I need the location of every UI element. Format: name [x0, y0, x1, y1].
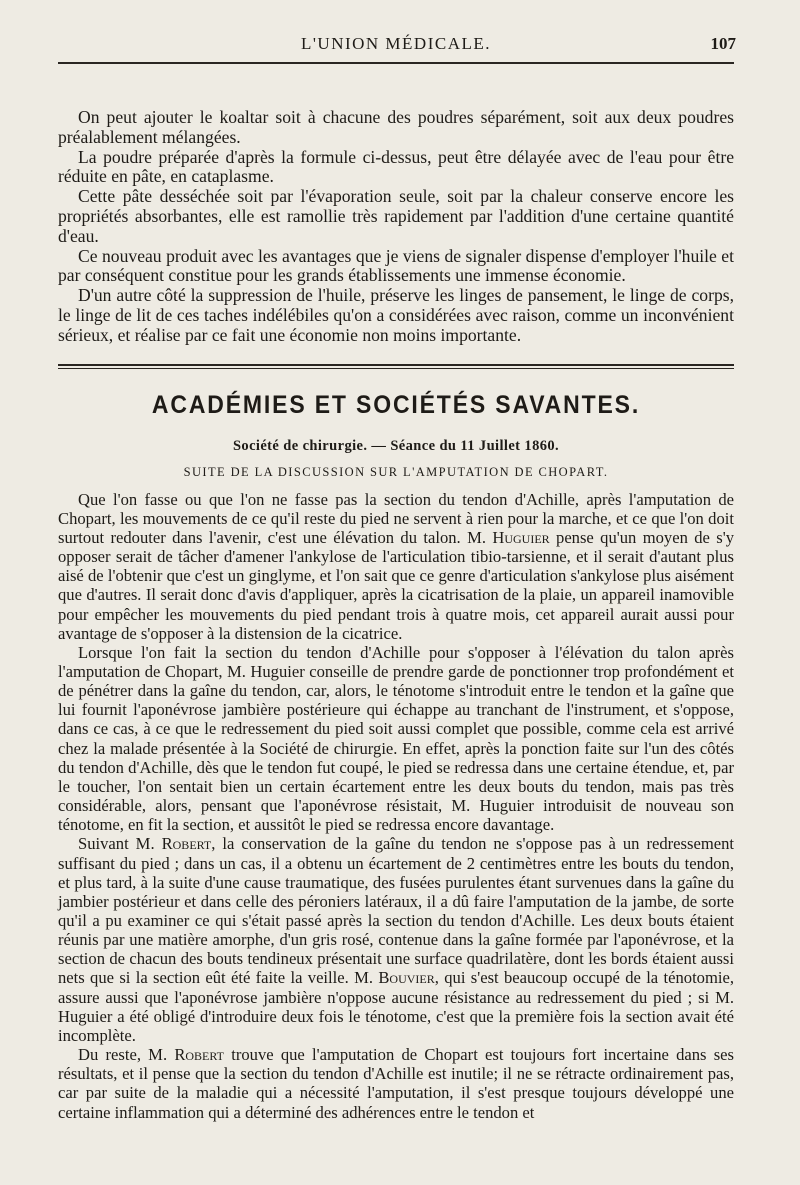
text-run: , la conservation de la gaîne du tendon ne s'oppose pas à un redressement suffisant du pied ; dans un cas, il a obtenu un écartement de 2 centimètres entre les bouts du tendon, et plus tard, à la suite d'une cause traumatique, des fusées purulentes étant survenues dans la gaîne du jambier postérieur et dans celle des péroniers latéraux, il a dû faire l'amputation de la jambe, de sorte qu'il a pu examiner ce qui s'était passé après la section du tendon d'Achille. Les deux bouts étaient réunis par une matière amorphe, d'un gris rosé, contenue dans la gaîne formée par l'aponévrose, et la section de chacun des bouts tendineux présentait une surface quadrilatère, dont les bords étaient aussi nets que si la section eût été faite la veille. M. — [58, 834, 735, 988]
paragraph — [58, 834, 734, 1045]
person-name: Huguier — [492, 527, 550, 547]
paragraph: La poudre préparée d'après la formule ci-dessus, peut être délayée avec de l'eau pour être réduite en pâte, en cataplasme. — [58, 146, 734, 187]
text-run: Suivant M. — [78, 834, 162, 854]
text-run: trouve que l'amputation de Chopart est toujours fort incertaine dans ses résultats, et il pense que la section du tendon d'Achille est inutile; il ne se rétracte ordinairement pas, car par suite de la maladie qui a nécessité l'amputation, il s'est presque toujours développé une certaine inflammation qui a déterminé des adhérences entre le tendon et — [58, 1045, 734, 1122]
paragraph: Lorsque l'on fait la section du tendon d'Achille pour s'opposer à l'élévation du talon après l'amputation de Chopart, M. Huguier conseille de prendre garde de ponctionner trop profondément et de pénétrer dans la gaîne du tendon, car, alors, le ténotome s'introduit entre le tendon et la gaîne que lui fournit l'aponévrose jambière postérieure qui échappe au tranchant de l'instrument, et s'oppose, dans ce cas, à ce que le redressement du pied soit aussi complet que possible, comme cela est arrivé chez la malade présentée à la Société de chirurgie. En effet, après la ponction faite sur l'un des côtés du tendon d'Achille, dès que le tendon fut coupé, le pied se redressa dans une certaine étendue, et, par le toucher, l'on sentait bien un certain écartement entre les deux bouts du tendon, mais pas très considérable, alors, pensant que l'aponévrose résistait, M. Huguier introduisit de nouveau son ténotome, en fit la section, et aussitôt le pied se redressa encore davantage. — [58, 642, 734, 835]
page-number: 107 — [710, 34, 736, 53]
running-head: L'UNION MÉDICALE. — [300, 34, 492, 53]
page-header — [58, 28, 734, 64]
discussion-subtitle: SUITE DE LA DISCUSSION SUR L'AMPUTATION DE CHOPART. — [183, 464, 609, 479]
text-run: Que l'on fasse ou que l'on ne fasse pas la section du tendon d'Achille, après l'amputation de Chopart, les mouvements de ce qu'il reste du pied ne servent à rien pour la marche, et ce que l'on doit surtout redouter dans l'avenir, c'est une élévation du talon. M. — [58, 489, 734, 547]
person-name: Bouvier — [378, 968, 435, 988]
discussion-body — [58, 490, 734, 1122]
paragraph — [58, 1045, 734, 1122]
society-session-line: Société de chirurgie. — Séance du 11 Juillet 1860. — [232, 437, 560, 454]
paragraph: D'un autre côté la suppression de l'huile, préserve les linges de pansement, le linge de corps, le linge de lit de ces taches indélébiles qu'on a considérées avec raison, comme un inconvénient sérieux, et réalise par ce fait une économie non moins importante. — [58, 285, 734, 345]
article-continuation — [58, 108, 734, 346]
text-run: Du reste, M. — [78, 1045, 175, 1065]
person-name: Robert — [174, 1045, 224, 1065]
section-title: ACADÉMIES ET SOCIÉTÉS SAVANTES. — [151, 390, 641, 419]
paragraph: On peut ajouter le koaltar soit à chacune des poudres séparément, soit aux deux poudres préalablement mélangées. — [58, 107, 734, 147]
section-divider — [58, 364, 734, 369]
paragraph: Ce nouveau produit avec les avantages que je viens de signaler dispense d'employer l'huile et par conséquent constitue pour les grands établissements une immense économie. — [58, 245, 734, 286]
person-name: Robert — [161, 834, 212, 854]
text-run: , qui s'est beaucoup occupé de la ténotomie, assure aussi que l'aponévrose jambière n'oppose aucune résistance au redressement du pied ; si M. Huguier a été obligé d'introduire deux fois le ténotome, c'est que la première fois la section avait été incomplète. — [58, 968, 735, 1045]
text-run: pense qu'un moyen de s'y opposer serait de tâcher d'amener l'ankylose de l'articulation tibio-tarsienne, et il serait d'autant plus aisé de l'obtenir que c'est un ginglyme, et l'on sait que ce genre d'articulation s'ankylose plus aisément que d'autres. Il serait donc d'avis d'appliquer, après la cicatrisation de la plaie, un appareil inamovible pour empêcher les mouvements du pied pendant trois à quatre mois, cet appareil aurait aussi pour avantage de s'opposer à la distension de la cicatrice. — [58, 527, 734, 643]
paragraph: Cette pâte desséchée soit par l'évaporation seule, soit par la chaleur conserve encore les propriétés absorbantes, elle est ramollie très rapidement par l'addition d'une certaine quantité d'eau. — [58, 186, 734, 246]
paragraph — [58, 490, 734, 643]
